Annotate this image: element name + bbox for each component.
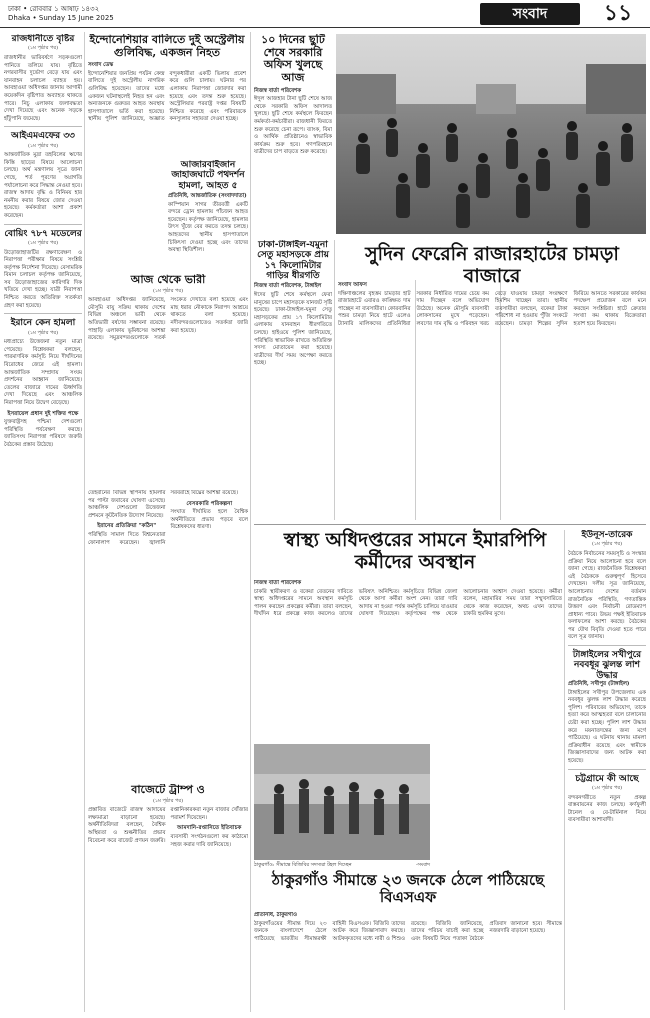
- newspaper-logo: সংবাদ: [480, 3, 580, 25]
- article-hide-market: [338, 282, 646, 522]
- section-divider: [254, 524, 646, 525]
- headline-health-directorate: স্বাস্থ্য অধিদপ্তরের সামনে ইমারপিপি কর্মীদের অবস্থান: [283, 529, 547, 573]
- article-highway: [254, 240, 332, 520]
- column-divider: [564, 530, 565, 1010]
- headline: টাঙ্গাইলের সখীপুরে নববধূর ঝুলন্ত লাশ উদ্ধার: [572, 650, 642, 681]
- photo-caption: ঠাকুরগাঁও: সীমান্তে বিজিবির সদস্যরা টহল দিচ্ছেন: [254, 862, 352, 868]
- article-body: কাস্পিয়ান সাগর তীরবর্তী একটি বন্দরে ড্রোন হামলায় পাঁচজন আহত হয়েছেন। কর্তৃপক্ষ জানিয়েছে, হামলার উৎস খুঁজে বের করতে তদন্ত চলছে। আহতদের স্থানীয় হাসপাতালে চিকিৎসা দেওয়া হচ্ছে এবং তাদের অবস্থা স্থিতিশীল।: [168, 201, 248, 254]
- article-body: বন্দরনগরীতে নতুন প্রকল্প বাস্তবায়নের কাজ চলছে। কর্ণফুলী টানেল ও বে-টার্মিনাল নিয়ে ব্যবসায়ীরা আশাবাদী।: [568, 794, 646, 824]
- headline: রাজধানীতে বৃষ্টির: [11, 34, 75, 44]
- headline: ঢাকা-টাঙ্গাইল-যমুনা সেতু মহাসড়কে প্রায় ১৭ কিলোমিটার গাড়ির ধীরগতি: [257, 240, 329, 282]
- article-border: [254, 912, 562, 1014]
- subheading: ইরানের প্রতিক্রিয়া "কঠিন": [97, 523, 157, 530]
- column-divider: [84, 32, 85, 1012]
- headline-hide-market: সুদিন ফেরেনি রাজারহাটের চামড়া বাজারে: [365, 243, 619, 287]
- byline: নিজস্ব বার্তা পরিবেশক, টাঙ্গাইল: [254, 283, 322, 290]
- article-chattogram: [568, 774, 646, 825]
- headline: আজ থেকে ভারী: [130, 274, 206, 286]
- article-body: ব্যবসায়ী সংগঠনগুলো কর কাঠামো সহজ করার দাবি জানিয়েছে।: [170, 834, 248, 848]
- byline: প্রতিনিধি, ঠাকুরগাঁও: [254, 912, 297, 918]
- article-body: পরিস্থিতি সামাল দিতে বিশ্বনেতারা ফোনালাপ করেছেন। জ্বালানি সরবরাহে বিঘ্নের আশঙ্কা রয়েছে।: [88, 490, 238, 546]
- masthead: [0, 0, 650, 28]
- headline: বোয়িং ৭৮৭ মডেলের: [4, 228, 82, 239]
- headline: ১০ দিনের ছুটি শেষে সরকারি অফিস খুলছে আজ: [261, 34, 325, 84]
- continued-note: (১ম পৃষ্ঠার পর): [152, 287, 184, 294]
- subheading: বেসরকারি পরিকল্পনা: [186, 500, 233, 507]
- article-unus-tarek: [568, 530, 646, 646]
- left-column: [4, 34, 82, 1014]
- article-imf: [4, 131, 82, 224]
- article-iran-continued: [88, 490, 248, 610]
- photo-highway-traffic: [336, 34, 646, 234]
- headline: ইউনূস-তারেক: [581, 530, 633, 540]
- article-body: সংঘাত দীর্ঘায়িত হলে বৈশ্বিক অর্থনীতিতে প্রভাব পড়বে বলে বিশ্লেষকদের ধারণা।: [170, 509, 248, 531]
- continued-note: (১ম পৃষ্ঠার পর): [27, 45, 59, 52]
- article-heavy-rain: [88, 274, 248, 484]
- headline: আইএমএফের ৩৩: [11, 131, 75, 142]
- article-body: যুক্তরাষ্ট্রসহ পশ্চিমা দেশগুলো পরিস্থিতি পর্যবেক্ষণ করছে। জাতিসংঘ নিরাপত্তা পরিষদে জরুরি বৈঠকের প্রস্তাব উঠেছে।: [4, 419, 82, 448]
- article-iran: [4, 318, 82, 449]
- photo-border-guards: [254, 744, 430, 860]
- article-boeing: [4, 229, 82, 315]
- byline: প্রতিনিধি, আন্তর্জাতিক (সংবাদদাতা): [168, 193, 247, 200]
- continued-note: (১ম পৃষ্ঠার পর): [27, 239, 59, 246]
- byline: সংবাদ অফিস: [338, 282, 367, 288]
- continued-note: (১ম পৃষ্ঠার পর): [152, 797, 184, 804]
- column-divider: [250, 32, 251, 1012]
- byline: প্রতিনিধি, সখীপুর (টাঙ্গাইল): [568, 681, 630, 688]
- article-body: ঈদের ছুটি শেষে কর্মস্থলে ফেরা মানুষের চাপে মহাসড়কে যানজট সৃষ্টি হয়েছে। ঢাকা-টাঙ্গাইল-যমুনা সেতু মহাসড়কের প্রায় ১৭ কিলোমিটার এলাকায় যানবাহন ধীরগতিতে চলছে। হাইওয়ে পুলিশ জানিয়েছে, পরিস্থিতি স্বাভাবিক রাখতে অতিরিক্ত সদস্য মোতায়েন করা হয়েছে। যাত্রীদের দীর্ঘ সময় অপেক্ষা করতে হচ্ছে।: [254, 291, 332, 367]
- headline: আজারবাইজান জাহাজঘাটে পথদর্শন হামলা, আহত ৫: [171, 160, 245, 191]
- column-divider: [334, 240, 335, 520]
- article-body: ইন্দোনেশিয়ার জনপ্রিয় পর্যটন কেন্দ্র বালিতে দুই অস্ট্রেলীয় নাগরিক গুলিবিদ্ধ হয়েছেন। তাদের মধ্যে একজন ঘটনাস্থলেই নিহত হন এবং অন্যজনকে গুরুতর আহত অবস্থায় হাসপাতালে ভর্তি করা হয়েছে। স্থানীয় পুলিশ জানিয়েছে, অজ্ঞাত বন্দুকধারীরা একটি ভিলায় প্রবেশ করে গুলি চালায়। ঘটনার পর এলাকায় নিরাপত্তা জোরদার করা হয়েছে এবং তদন্ত শুরু হয়েছে। অস্ট্রেলিয়ার পররাষ্ট্র দপ্তর বিষয়টি নিশ্চিত করেছে এবং পরিবারকে কনস্যুলার সহায়তা দেওয়া হচ্ছে।: [88, 70, 246, 123]
- article-health: [254, 580, 562, 740]
- article-body: দক্ষিণাঞ্চলের বৃহত্তম চামড়ার হাট রাজারহাটে এবারও কাঙ্ক্ষিত দাম পাচ্ছেন না ব্যবসায়ীরা। কোরবানির পশুর চামড়া নিয়ে হাটে এলেও ট্যানারি মালিকদের প্রতিনিধিরা সরকার নির্ধারিত দামের চেয়ে কম দাম দিচ্ছেন বলে অভিযোগ উঠেছে। অনেক মৌসুমি ব্যবসায়ী লোকসানের মুখে পড়েছেন। লবণের দাম বৃদ্ধি ও পরিবহন খরচ বেড়ে যাওয়ায় চামড়া সংরক্ষণে হিমশিম খাচ্ছেন তারা। স্থানীয় ব্যবসায়ীরা বলছেন, বকেয়া টাকা পরিশোধ না হওয়ায় পুঁজি সংকটে রয়েছেন। চামড়া শিল্পের সুদিন ফিরিয়ে আনতে সরকারের কার্যকর পদক্ষেপ প্রয়োজন বলে মনে করছেন সংশ্লিষ্টরা। হাটে ক্রেতার সংখ্যা কম থাকায় বিক্রেতারা হতাশ হয়ে ফিরছেন।: [338, 290, 646, 327]
- article-body: চাকরি স্থায়ীকরণ ও বকেয়া বেতনের দাবিতে স্বাস্থ্য অধিদপ্তরের সামনে অবস্থান কর্মসূচি পালন করছেন প্রকল্পের কর্মীরা। তারা বলছেন, দীর্ঘদিন ধরে প্রকল্পে কাজ করলেও তাদের ভবিষ্যৎ অনিশ্চিত। কর্মসূচিতে বিভিন্ন জেলা থেকে আসা কর্মীরা অংশ নেন। তারা দাবি আদায় না হওয়া পর্যন্ত কর্মসূচি চালিয়ে যাওয়ার ঘোষণা দিয়েছেন। কর্তৃপক্ষের পক্ষ থেকে আলোচনার আশ্বাস দেওয়া হয়েছে। কর্মীরা বলেন, মহামারির সময় তারা সম্মুখসারিতে থেকে কাজ করেছেন, অথচ এখন তাদের চাকরি হুমকির মুখে।: [254, 588, 562, 618]
- article-body: আবহাওয়া অধিদপ্তর জানিয়েছে, মৌসুমি বায়ু সক্রিয় থাকায় দেশের বিভিন্ন অঞ্চলে ভারী থেকে অতিভারী বর্ষণের সম্ভাবনা রয়েছে। পাহাড়ি এলাকায় ভূমিধসের আশঙ্কা রয়েছে। সমুদ্রবন্দরগুলোকে সতর্ক সংকেত দেখাতে বলা হয়েছে এবং মাছ ধরার নৌকাকে নিরাপদ আশ্রয়ে থাকতে বলা হয়েছে। নদীবন্দরগুলোতেও সতর্কতা জারি করা হয়েছে।: [88, 297, 248, 342]
- headline: বাজেটে ট্রাম্প ও: [131, 784, 205, 796]
- subheading: ইসরায়েল প্রধান দুই শক্তির পক্ষে: [7, 410, 79, 417]
- article-body: মধ্যপ্রাচ্যে উত্তেজনা নতুন মাত্রা পেয়েছে। বিশ্লেষকরা বলছেন, পারমাণবিক কর্মসূচি নিয়ে দীর্ঘদিনের বিরোধের জেরে এই হামলা। আন্তর্জাতিক সম্প্রদায় সংযম প্রদর্শনের আহ্বান জানিয়েছে। তেলের বাজারে দামের ঊর্ধ্বগতি দেখা দিয়েছে এবং আঞ্চলিক নিরাপত্তা নিয়ে উদ্বেগ বেড়েছে।: [4, 339, 82, 406]
- article-body: রাজধানীর ভারিবর্ষণে সড়কগুলো পানিতে তলিয়ে যায়। বৃষ্টিতে নগরবাসীর দুর্ভোগ বেড়ে যায় এবং যানবাহন চলাচল ব্যাহত হয়। আবহাওয়া অধিদপ্তর জানায় আগামী কয়েকদিন বৃষ্টিপাত অব্যাহত থাকতে পারে। নিচু এলাকায় জলাবদ্ধতা দেখা দিয়েছে এবং অনেক সড়কে হাঁটুপানি জমেছে।: [4, 54, 82, 122]
- date-bengali: ঢাকা • রোববার ১ আষাঢ় ১৪৩২: [8, 5, 100, 13]
- article-body: ঈদুল আজহার টানা ছুটি শেষে আজ থেকে সরকারি অফিস আদালত খুলছে। ছুটি শেষে কর্মস্থলে ফিরছেন কর্মকর্তা-কর্মচারীরা। রাজধানী ফিরতে শুরু করেছে চেনা রূপে। ব্যাংক, বিমা ও আর্থিক প্রতিষ্ঠানেও স্বাভাবিক কার্যক্রম শুরু হবে। গণপরিবহনে যাত্রীদের চাপ বাড়তে শুরু করেছে।: [254, 96, 332, 156]
- article-body: ঠাকুরগাঁওয়ের সীমান্ত দিয়ে ২৩ জনকে বাংলাদেশে ঠেলে পাঠিয়েছে ভারতীয় সীমান্তরক্ষী বাহিনী বিএসএফ। বিজিবি তাদের আটক করে জিজ্ঞাসাবাদ করছে। আটককৃতদের মধ্যে নারী ও শিশুও রয়েছে। বিজিবি জানিয়েছে, তাদের পরিচয় যাচাই করা হচ্ছে এবং বিষয়টি নিয়ে পতাকা বৈঠকে প্রতিবাদ জানানো হবে। সীমান্তে নজরদারি বাড়ানো হয়েছে।: [254, 920, 562, 942]
- headline: ইন্দোনেশিয়ার বালিতে দুই অস্ট্রেলীয় গুলিবিদ্ধ, একজন নিহত: [89, 34, 245, 59]
- byline: নিজস্ব বার্তা পরিবেশক: [254, 580, 302, 586]
- continued-note: (১ম পৃষ্ঠার পর): [27, 329, 59, 336]
- continued-note: (১ম পৃষ্ঠার পর): [591, 541, 623, 548]
- headline: চট্টগ্রামে কী আছে: [575, 773, 639, 784]
- article-body: প্রস্তাবিত বাজেটে রাজস্ব আদায়ের লক্ষ্যমাত্রা বাড়ানো হয়েছে। অর্থনীতিবিদরা বলছেন, বৈশ্বিক অস্থিরতা ও শুল্কনীতির প্রভাব বিবেচনা করে বাজেট প্রণয়ন জরুরি। রপ্তানিকারকরা নতুন বাজার খোঁজার পরামর্শ দিয়েছেন।: [88, 807, 248, 844]
- article-rain: [4, 34, 82, 127]
- headline-border-push: ঠাকুরগাঁও সীমান্তে ২৩ জনকে ঠেলে পাঠিয়েছে বিএসএফ: [271, 871, 545, 907]
- article-body: তেহরানের বিভিন্ন স্থাপনায় হামলার পর পাল্টা জবাবের ঘোষণা এসেছে। আঞ্চলিক দেশগুলো উত্তেজনা প্রশমনে কূটনৈতিক উদ্যোগ নিয়েছে।: [88, 490, 166, 519]
- article-sakhipur: [568, 650, 646, 770]
- article-body: বৈঠকে নির্বাচনের সময়সূচি ও সংস্কার প্রক্রিয়া নিয়ে আলোচনা হবে বলে জানা গেছে। রাজনৈতিক বিশ্লেষকরা এই বৈঠককে গুরুত্বপূর্ণ হিসেবে দেখছেন। দলীয় সূত্র জানিয়েছে, আলোচনায় দেশের বর্তমান রাজনৈতিক পরিস্থিতি, গণতান্ত্রিক উত্তরণ এবং নির্বাচনী রোডম্যাপ প্রাধান্য পাবে। উভয় পক্ষই ইতিবাচক ফলাফলের আশা করছে। বৈঠকের পর যৌথ বিবৃতি দেওয়া হতে পারে বলে সূত্র জানায়।: [568, 550, 646, 641]
- article-body: টাঙ্গাইলের সখীপুর উপজেলায় এক নববধূর ঝুলন্ত লাশ উদ্ধার করেছে পুলিশ। পরিবারের অভিযোগ, তাকে হত্যা করে আত্মহত্যা বলে চালানোর চেষ্টা করা হচ্ছে। পুলিশ লাশ উদ্ধার করে ময়নাতদন্তের জন্য মর্গে পাঠিয়েছে। এ ঘটনায় থানায় মামলা প্রক্রিয়াধীন রয়েছে এবং স্বামীকে জিজ্ঞাসাবাদের জন্য আটক করা হয়েছে।: [568, 689, 646, 765]
- article-body: উড়োজাহাজটির রক্ষণাবেক্ষণ ও নিরাপত্তা পরীক্ষার বিষয়ে সংশ্লিষ্ট কর্তৃপক্ষ নির্দেশনা দিয়েছে। বেসামরিক বিমান চলাচল কর্তৃপক্ষ জানিয়েছে, সব উড়োজাহাজের কারিগরি দিক খতিয়ে দেখা হচ্ছে। যাত্রী নিরাপত্তা নিশ্চিত করতে অতিরিক্ত সতর্কতা গ্রহণ করা হয়েছে।: [4, 249, 82, 309]
- photo-credit: -সংবাদ: [415, 862, 430, 868]
- continued-note: (১ম পৃষ্ঠার পর): [27, 142, 59, 149]
- article-drone: [168, 160, 248, 272]
- article-budget: [88, 784, 248, 1014]
- byline: নিজস্ব বার্তা পরিবেশক: [254, 87, 302, 94]
- article-offices: [254, 34, 332, 234]
- subheading: আমদানি-রপ্তানিতে ইতিবাচক: [177, 825, 242, 832]
- continued-note: (১ম পৃষ্ঠার পর): [591, 784, 623, 791]
- byline: সংবাদ ডেস্ক: [88, 62, 114, 69]
- date-english: Dhaka • Sunday 15 June 2025: [8, 14, 114, 22]
- headline: ইরানে কেন হামলা: [10, 318, 76, 329]
- article-body: আন্তর্জাতিক মুদ্রা তহবিলের ঋণের কিস্তি ছাড়ের বিষয়ে আলোচনা চলছে। অর্থ মন্ত্রণালয় সূত্রে জানা গেছে, শর্ত পূরণের অগ্রগতি পর্যালোচনা করে সিদ্ধান্ত নেওয়া হবে। রাজস্ব আদায় বৃদ্ধি ও বিনিময় হার নমনীয় করার বিষয়ে জোর দেওয়া হয়েছে। কর্মকর্তারা আশা প্রকাশ করেছেন।: [4, 152, 82, 219]
- right-column: [568, 530, 646, 1010]
- page-number: ১১: [603, 0, 633, 26]
